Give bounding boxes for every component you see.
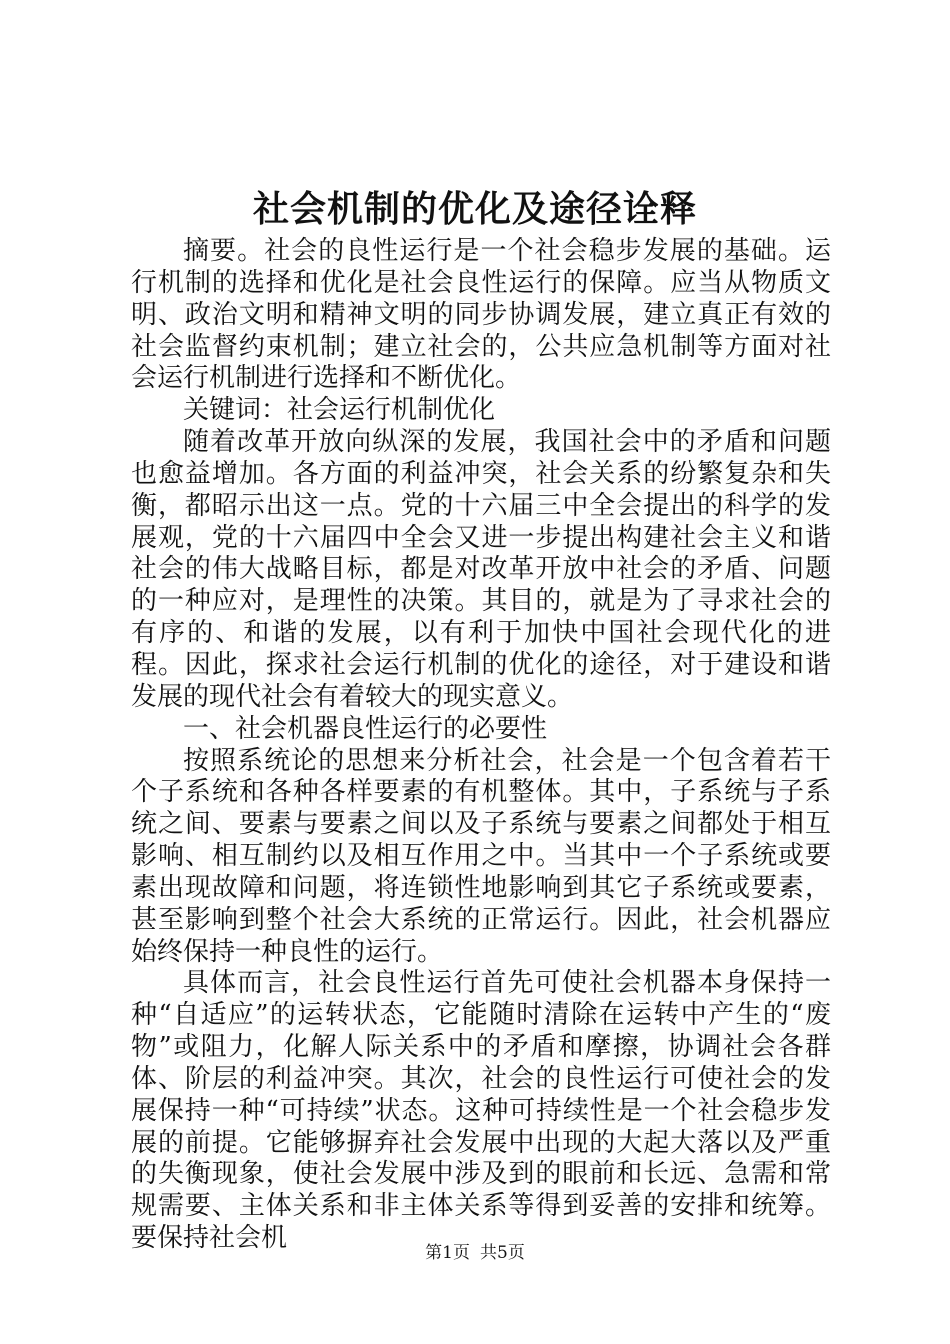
page-footer (0, 1242, 950, 1264)
body-paragraph: 具体而言，社会良性运行首先可使社会机器本身保持一种“自适应”的运转状态，它能随时清除在运转中产生的“废物”或阻力，化解人际关系中的矛盾和摩擦，协调社会各群体、阶层的利益冲突。其次，社会的良性运行可使社会的发展保持一种“可持续”状态。这种可持续性是一个社会稳步发展的前提。它能够摒弃社会发展中出现的大起大落以及严重的失衡现象，使社会发展中涉及到的眼前和长远、急需和常规需要、主体关系和非主体关系等得到妥善的安排和统筹。要保持社会机 (131, 968, 831, 1254)
section-heading: 一、社会机器良性运行的必要性 (183, 713, 548, 744)
abstract-paragraph: 摘要。社会的良性运行是一个社会稳步发展的基础。运行机制的选择和优化是社会良性运行的保障。应当从物质文明、政治文明和精神文明的同步协调发展，建立真正有效的社会监督约束机制；建立社会的，公共应急机制等方面对社会运行机制进行选择和不断优化。 (131, 236, 831, 394)
page-number: 第1页 (425, 1243, 470, 1263)
keywords-paragraph: 关键词：社会运行机制优化 (183, 395, 496, 426)
document-title: 社会机制的优化及途径诠释 (252, 188, 697, 230)
total-pages: 共5页 (480, 1243, 525, 1263)
body-paragraph: 按照系统论的思想来分析社会，社会是一个包含着若干个子系统和各种各样要素的有机整体。其中，子系统与子系统之间、要素与要素之间以及子系统与要素之间都处于相互影响、相互制约以及相互作用之中。当其中一个子系统或要素出现故障和问题，将连锁性地影响到其它子系统或要素，甚至影响到整个社会大系统的正常运行。因此，社会机器应始终保持一种良性的运行。 (131, 745, 831, 967)
body-paragraph: 随着改革开放向纵深的发展，我国社会中的矛盾和问题也愈益增加。各方面的利益冲突，社会关系的纷繁复杂和失衡，都昭示出这一点。党的十六届三中全会提出的科学的发展观，党的十六届四中全会又进一步提出构建社会主义和谐社会的伟大战略目标，都是对改革开放中社会的矛盾、问题的一种应对，是理性的决策。其目的，就是为了寻求社会的有序的、和谐的发展，以有利于加快中国社会现代化的进程。因此，探求社会运行机制的优化的途径，对于建设和谐发展的现代社会有着较大的现实意义。 (131, 427, 831, 712)
document-body (131, 236, 831, 1255)
